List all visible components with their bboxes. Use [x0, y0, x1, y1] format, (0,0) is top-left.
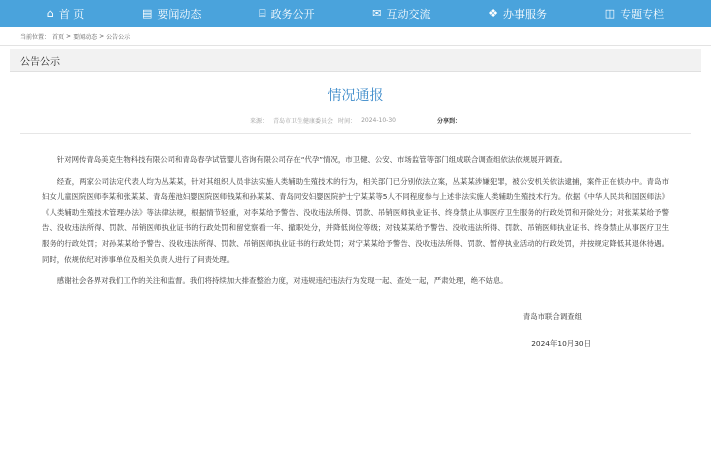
article-paragraph: 针对网传青岛美克生物科技有限公司和青岛春孕试管婴儿咨询有限公司存在“代孕”情况，市卫健、公安、市场监管等部门组成联合调查组依法依规展开调查。 — [56, 155, 568, 164]
nav-item-home[interactable] — [47, 6, 84, 22]
chat-icon: ✉ — [372, 7, 382, 20]
breadcrumb-prefix: 当前位置： — [20, 33, 51, 41]
breadcrumb — [0, 27, 711, 46]
nav-item-label: 政务公开 — [270, 7, 315, 21]
source-label: 来源： — [250, 118, 269, 125]
nav-item-label: 要闻动态 — [157, 7, 202, 21]
section-header — [10, 49, 701, 72]
building-icon: ⌸ — [259, 7, 266, 20]
signature-date: 2024年10月30日 — [531, 338, 591, 348]
breadcrumb-separator: > — [99, 32, 105, 40]
breadcrumb-separator: > — [66, 32, 72, 40]
service-icon: ❖ — [488, 7, 499, 20]
article-body — [42, 152, 669, 349]
nav-item-government[interactable] — [259, 6, 315, 22]
nav-item-label: 首 页 — [58, 7, 85, 21]
article-meta — [20, 116, 691, 134]
article-paragraph: 感谢社会各界对我们工作的关注和监督。我们将持续加大排查整治力度，对违规违纪违法行为发现一起、查处一起，严肃处理，绝不姑息。 — [56, 276, 508, 286]
nav-item-label: 互动交流 — [386, 7, 431, 21]
nav-item-news[interactable] — [142, 6, 201, 22]
nav-item-label: 专题专栏 — [620, 7, 665, 21]
breadcrumb-home[interactable]: 首页 — [52, 33, 65, 41]
section-title: 公告公示 — [20, 56, 60, 68]
signature: 青岛市联合调查组 — [522, 311, 582, 321]
nav-item-interaction[interactable] — [372, 6, 430, 22]
nav-item-label: 办事服务 — [503, 7, 548, 21]
breadcrumb-news[interactable]: 要闻动态 — [73, 33, 98, 41]
source-value: 青岛市卫生健康委员会 — [273, 118, 334, 125]
nav-item-services[interactable] — [488, 6, 547, 22]
nav-item-topics[interactable] — [605, 6, 664, 22]
breadcrumb-announcements[interactable]: 公告公示 — [106, 33, 131, 41]
article-title: 情况通报 — [327, 88, 384, 104]
news-icon: ▤ — [141, 7, 153, 20]
top-nav — [0, 0, 711, 27]
time-value: 2024-10-30 — [361, 117, 396, 124]
article-paragraph: 经查，两家公司法定代表人均为丛某某，针对其组织人员非法实施人类辅助生殖技术的行为，相关部门已分别依法立案，丛某某涉嫌犯罪，被公安机关依法逮捕，案件正在侦办中。青岛市妇女儿童医院医师李某和张某某、青岛莲池妇婴医院医师钱某和孙某某、青岛同安妇婴医院护士宁某某等5人不同程度参与上述非法实施人类辅助生殖技术行为。依据《中华人民共和国医师法》《人类辅助生殖技术管理办法》等法律法规，根据情节轻重，对李某给予警告、没收违法所得、罚款、吊销医师执业证书、终身禁止从事医疗卫生服务的行政处罚和开除处分；对张某某给予警告、没收违法所得、罚款、吊销医师执业证书的行政处罚和留党察看一年、撤职处分，并降低岗位等级；对钱某某给予警告、没收违法所得、罚款、吊销医师执业证书、终身禁止从事医疗卫生服务的行政处罚；对孙某某给予警告、没收违法所得、罚款、吊销医师执业证书的行政处罚；对宁某某给予警告、没收违法所得、罚款、暂停执业活动的行政处罚，并按规定降低其退休待遇。同时，依规依纪对涉事单位及相关负责人进行了问责处理。 — [42, 176, 669, 264]
time-label: 时间： — [338, 118, 357, 125]
column-icon: ◫ — [604, 7, 616, 20]
home-icon: ⌂ — [46, 7, 54, 20]
article — [20, 86, 691, 349]
share-label: 分享到： — [436, 118, 461, 125]
